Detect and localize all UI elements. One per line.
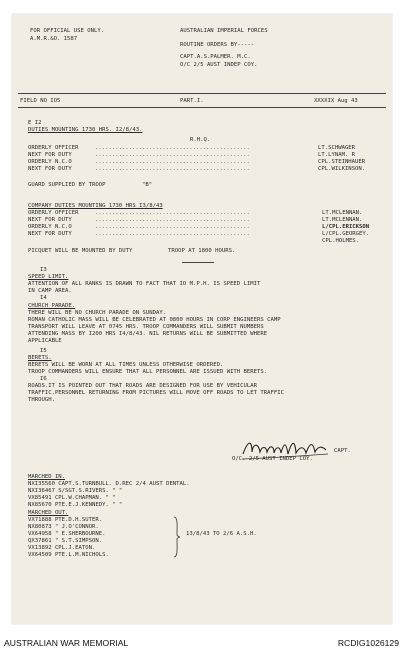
order-line: THROUGH. (28, 397, 55, 403)
dot-leader: .............................................. (95, 159, 250, 165)
order-line: ROMAN CATHOLIC MASS WILL BE CELEBRATED AT 0800 HOURS IN CORP ENGINEERS CAMP (28, 317, 281, 323)
marched-out-row: NX80873 " J.O'CONNOR. (28, 524, 99, 530)
order-line: BERETS WILL BE WORN AT ALL TIMES UNLESS OTHERWISE ORDERED. (28, 362, 224, 368)
order-date: XXXXIX Aug 43 (314, 98, 358, 104)
picquet-troop: TROOP AT 1800 HOURS. (168, 248, 236, 254)
marched-in-heading: MARCHED IN. (28, 474, 66, 480)
order-line: ATTENTION OF ALL RANKS IS DRAWN TO FACT THAT IO M.P.H. IS SPEED LIMIT (28, 281, 261, 287)
duty-row-value: CPL.STEINHAUER (318, 159, 366, 165)
duty-row-label: ORDERLY OFFICER (28, 145, 79, 151)
dot-leader: .............................................. (95, 231, 250, 237)
order-line: ROADS.IT IS POINTED OUT THAT ROADS ARE DESIGNED FOR USE BY VEHICULAR (28, 383, 258, 389)
guard-troop: "B" (142, 182, 153, 188)
marched-in-row: NX85670 PTE.E.J.KENNEDY. " " (28, 502, 123, 508)
marched-in-row: NXI36467 S/SGT.S.RIVERS. " " (28, 488, 123, 494)
duty-row-label: NEXT FOR DUTY (28, 166, 72, 172)
dot-leader: .............................................. (95, 166, 250, 172)
marched-out-row: VX13892 CPL.J.EATON. (28, 545, 96, 551)
marched-in-row: NXI35560 CAPT.S.TURNBULL. D.REC 2/4 AUST DENTAL. (28, 481, 190, 487)
duty-row-label: ORDERLY N.C.O (28, 159, 72, 165)
order-line: IN CAMP AREA. (28, 288, 72, 294)
order-line: THERE WILL BE NO CHURCH PARADE ON SUNDAY. (28, 310, 167, 316)
marched-out-note: 13/8/43 TO 2/6 A.S.H. (186, 531, 257, 537)
duty-row-label: NEXT FOR DUTY (28, 152, 72, 158)
archive-id: RCDIG1026129 (337, 638, 399, 648)
signoff-unit: O/C. 2/5 AUST INDEP COY. (232, 456, 313, 462)
order-line: TROOP COMMANDERS WILL ENSURE THAT ALL PERSONNEL ARE ISSUED WITH BERETS. (28, 369, 268, 375)
bracket-brace (174, 516, 180, 558)
order-line: TRAFFIC.PERSONNEL RETURNING FROM PICTURES WILL MOVE OFF ROADS TO LET TRAFFIC (28, 390, 284, 396)
order-number: I6 (40, 376, 47, 382)
archive-name: AUSTRALIAN WAR MEMORIAL (4, 638, 129, 648)
order-line: ATTENDING MASS BY I200 HRS I4/8/43. NIL RETURNS WILL BE SUBMITTED WHERE (28, 331, 268, 337)
company-duties-heading: COMPANY DUTIES MOUNTING 1730 HRS I3/8/43 (28, 203, 163, 209)
duty-row-value: LT.MCLENNAN. (322, 210, 363, 216)
archive-footer (0, 630, 404, 654)
guard-label: GUARD SUPPLIED BY TROOP (28, 182, 106, 188)
commander-unit: O/C 2/5 AUST INDEP COY. (180, 62, 258, 68)
field-number: FIELD NO IO5 (20, 98, 61, 104)
dot-leader: .............................................. (95, 217, 250, 223)
order-number: I5 (40, 348, 47, 354)
part-label: PART.I. (180, 98, 204, 104)
duty-row-value: CPL.WILKINSON. (318, 166, 366, 172)
dot-leader: .............................................. (95, 224, 250, 230)
order-number: I4 (40, 295, 47, 301)
duty-row-value: CPL.HOLMES. (322, 238, 360, 244)
marched-out-row: QX37861 " S.T.SIMPSON. (28, 538, 103, 544)
marched-out-row: VX64509 PTE.L.M.NICHOLS. (28, 552, 109, 558)
commander-name: CAPT.A.S.PALMER. M.C. (180, 54, 251, 60)
order-title: CHURCH PARADE. (28, 303, 76, 309)
duty-row-label: NEXT FOR DUTY (28, 231, 72, 237)
signoff-rank: CAPT. (334, 448, 351, 454)
order-title: BERETS. (28, 355, 52, 361)
duty-row-value: LT.MCLENNAN. (322, 217, 363, 223)
duty-row-value: LT.LYNAM. R (318, 152, 356, 158)
order-line: APPLICABLE (28, 338, 62, 344)
marched-out-row: VX71888 PTE.D.H.SUTER. (28, 517, 103, 523)
section-number: E I2 (28, 120, 42, 126)
official-use-label: FOR OFFICIAL USE ONLY. (30, 28, 105, 34)
dot-leader: .............................................. (95, 210, 250, 216)
duty-row-label: ORDERLY OFFICER (28, 210, 79, 216)
dot-leader: .............................................. (95, 145, 250, 151)
duty-row-label: NEXT FOR DUTY (28, 217, 72, 223)
dot-leader: .............................................. (95, 152, 250, 158)
marched-in-row: VX85491 CPL.W.CHAPMAN. " " (28, 495, 116, 501)
marched-out-row: VX64958 " E.SHERBOURNE. (28, 531, 106, 537)
duties-heading: DUTIES MOUNTING 1730 HRS. I2/8/43. (28, 127, 143, 133)
order-line: TRANSPORT WILL LEAVE AT 0745 HRS. TROOP COMMANDERS WILL SUBMIT NUMBERS (28, 324, 264, 330)
duty-row-value: L/CPL.GEORGEY. (322, 231, 370, 237)
order-number: I3 (40, 267, 47, 273)
duty-row-value: L/CPL.ERICKSON (322, 224, 370, 230)
divider-top (18, 93, 386, 94)
marched-out-heading: MARCHED OUT. (28, 510, 69, 516)
duty-row-value: LT.SCHWAGER (318, 145, 356, 151)
routine-orders-line: ROUTINE ORDERS BY----- (180, 42, 255, 48)
rhq-label: R.H.Q. (190, 137, 211, 143)
order-title: SPEED LIMIT. (28, 274, 69, 280)
duty-row-label: ORDERLY N.C.O (28, 224, 72, 230)
picquet-label: PICQUET WILL BE MOUNTED BY DUTY (28, 248, 133, 254)
divider-bottom (18, 107, 386, 108)
section-rule (182, 262, 214, 263)
amro-reference: A.M.R.&O. 1587 (30, 36, 78, 42)
force-name: AUSTRALIAN IMPERIAL FORCES (180, 28, 268, 34)
